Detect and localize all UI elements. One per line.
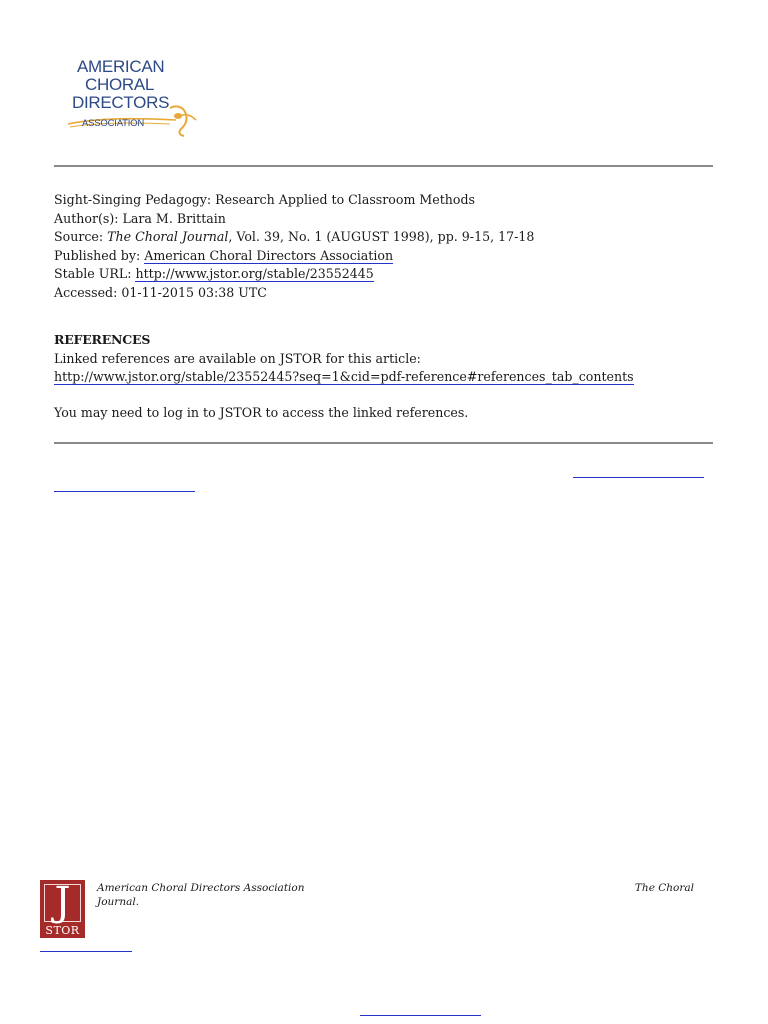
article-title: Sight-Singing Pedagogy: Research Applied to Classroom Methods (54, 192, 476, 207)
footer-left-line: Journal. (97, 896, 140, 908)
references-heading: REFERENCES (54, 332, 151, 347)
references-intro: Linked references are available on JSTOR for this article: (54, 350, 421, 366)
stable-url-label: Stable URL: (54, 266, 132, 281)
references-link[interactable]: http://www.jstor.org/stable/23552445?seq=1&cid=pdf-reference#references_tab_contents (54, 369, 634, 384)
logo-line-american: AMERICAN (77, 57, 165, 76)
publisher-link[interactable]: American Choral Directors Association (144, 247, 394, 263)
source-journal: The Choral Journal (107, 229, 229, 244)
footer-left-line: American Choral Directors Association (97, 882, 305, 894)
jstor-logo-letter: J (54, 879, 71, 925)
accessed-line (54, 284, 734, 303)
hidden-link-underline[interactable] (360, 1015, 481, 1016)
author-label: Author(s): (54, 210, 119, 226)
article-metadata (54, 191, 734, 302)
logo-line-choral: CHORAL (85, 75, 155, 94)
accessed-date: 01-11-2015 03:38 UTC (121, 284, 267, 300)
top-divider (54, 165, 713, 167)
references-login-note: You may need to log in to JSTOR to access the linked references. (54, 404, 469, 420)
references-section (54, 331, 734, 422)
source-line (54, 228, 734, 247)
logo-line-association: ASSOCIATION (82, 118, 145, 129)
author-line (54, 210, 734, 229)
publisher-line (54, 247, 734, 266)
publisher-label: Published by: (54, 247, 141, 263)
author-name: Lara M. Brittain (122, 210, 226, 226)
source-label: Source: (54, 229, 104, 244)
hidden-link-underline[interactable] (40, 951, 132, 952)
jstor-logo-text: STOR (45, 924, 80, 937)
acda-logo (66, 58, 206, 138)
stable-url-link[interactable]: http://www.jstor.org/stable/23552445 (135, 266, 374, 281)
hidden-link-underline[interactable] (54, 491, 195, 492)
source-details: , Vol. 39, No. 1 (AUGUST 1998), pp. 9-15, 17-18 (228, 229, 535, 244)
jstor-logo (40, 880, 85, 938)
footer-journal-text: The Choral (634, 882, 694, 894)
footer-publisher-text (97, 881, 337, 909)
bottom-divider (54, 442, 713, 444)
stable-url-line (54, 265, 734, 284)
logo-line-directors: DIRECTORS (72, 93, 170, 112)
hidden-link-underline[interactable] (573, 477, 704, 478)
accessed-label: Accessed: (54, 284, 118, 300)
